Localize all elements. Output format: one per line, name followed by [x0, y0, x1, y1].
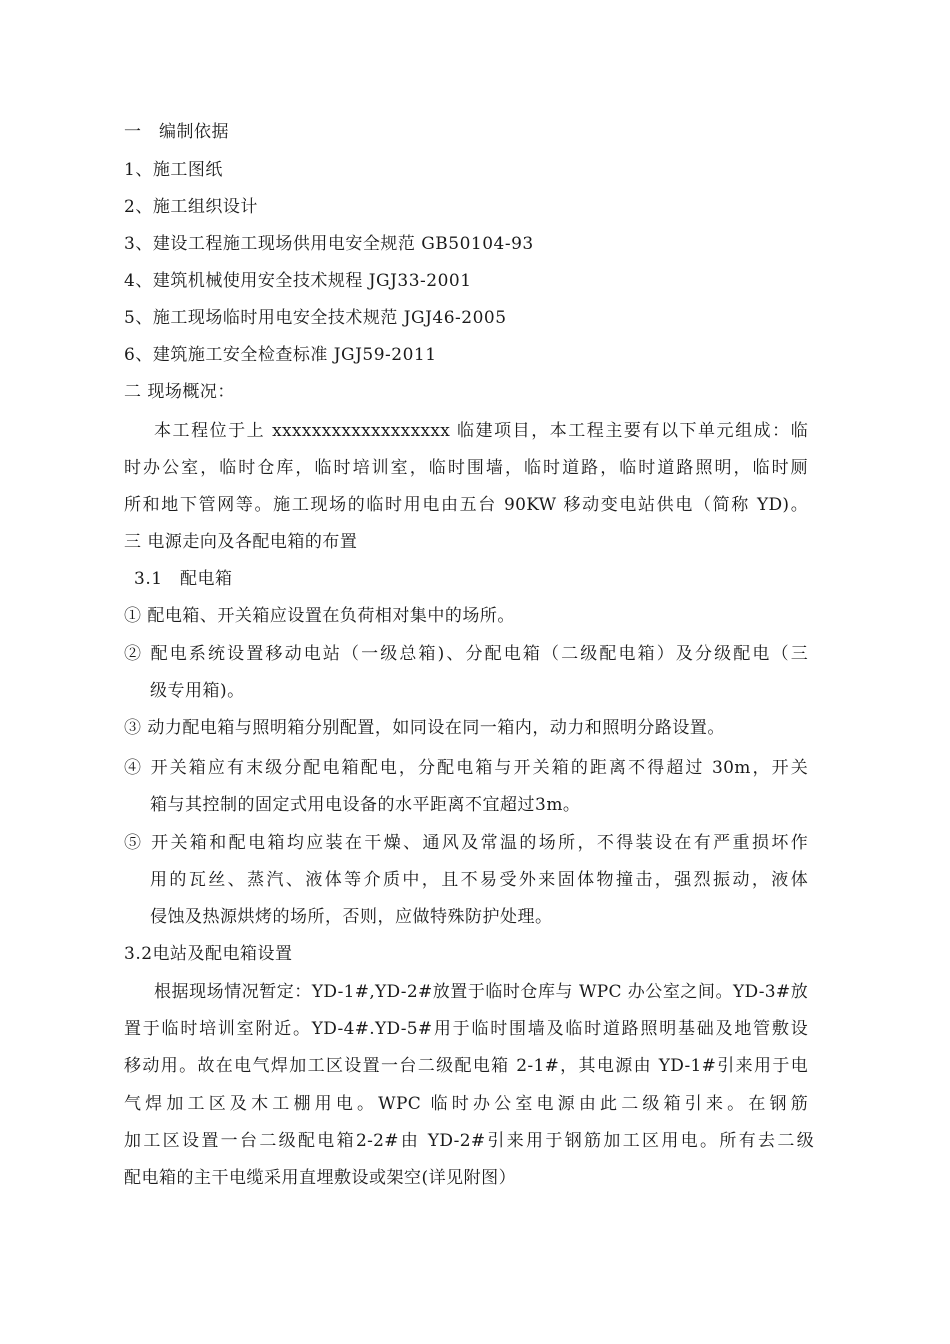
section-1-heading: 一 编制依据 [124, 122, 229, 142]
rule-item-1: ① 配电箱、开关箱应设置在负荷相对集中的场所。 [124, 606, 515, 626]
rule-item-3: ③ 动力配电箱与照明箱分别配置，如同设在同一箱内，动力和照明分路设置。 [124, 718, 725, 738]
station-para-line-2: 置于临时培训室附近。YD-4#.YD-5#用于临时围墙及临时道路照明基础及地管敷设 [124, 1019, 808, 1039]
section-3-heading: 三 电源走向及各配电箱的布置 [124, 532, 358, 552]
rule-item-4-line-2: 箱与其控制的固定式用电设备的水平距离不宜超过3m。 [150, 795, 581, 815]
subsection-3-1-heading: 3.1 配电箱 [134, 569, 233, 589]
station-para-line-4: 气焊加工区及木工棚用电。WPC 临时办公室电源由此二级箱引来。在钢筋 [124, 1094, 808, 1114]
basis-item-5: 5、施工现场临时用电安全技术规范 JGJ46-2005 [124, 308, 507, 328]
basis-item-3: 3、建设工程施工现场供用电安全规范 GB50104-93 [124, 234, 534, 254]
basis-item-1: 1、施工图纸 [124, 160, 223, 180]
overview-line-1: 本工程位于上 xxxxxxxxxxxxxxxxxx 临建项目，本工程主要有以下单元组成：临 [154, 421, 808, 441]
rule-item-4-line-1: ④ 开关箱应有末级分配电箱配电，分配电箱与开关箱的距离不得超过 30m，开关 [124, 758, 808, 778]
subsection-3-2-heading: 3.2电站及配电箱设置 [124, 944, 293, 964]
station-para-line-1: 根据现场情况暂定：YD-1#,YD-2#放置于临时仓库与 WPC 办公室之间。YD-3#放 [154, 982, 808, 1002]
basis-item-6: 6、建筑施工安全检查标准 JGJ59-2011 [124, 345, 437, 365]
overview-line-3: 所和地下管网等。施工现场的临时用电由五台 90KW 移动变电站供电（简称 YD)。 [124, 495, 808, 515]
station-para-line-5: 加工区设置一台二级配电箱2-2#由 YD-2#引来用于钢筋加工区用电。所有去二级 [124, 1131, 814, 1151]
rule-item-5-line-3: 侵蚀及热源烘烤的场所，否则，应做特殊防护处理。 [150, 907, 553, 927]
basis-item-4: 4、建筑机械使用安全技术规程 JGJ33-2001 [124, 271, 472, 291]
station-para-line-6: 配电箱的主干电缆采用直埋敷设或架空(详见附图） [124, 1168, 517, 1188]
basis-item-2: 2、施工组织设计 [124, 197, 258, 217]
station-para-line-3: 移动用。故在电气焊加工区设置一台二级配电箱 2-1#，其电源由 YD-1#引来用于电 [124, 1056, 808, 1076]
rule-item-5-line-1: ⑤ 开关箱和配电箱均应装在干燥、通风及常温的场所，不得装设在有严重损坏作 [124, 833, 808, 853]
section-2-heading: 二 现场概况： [124, 382, 235, 402]
rule-item-2-line-1: ② 配电系统设置移动电站（一级总箱)、分配电箱（二级配电箱）及分级配电（三 [124, 644, 808, 664]
overview-line-2: 时办公室，临时仓库，临时培训室，临时围墙，临时道路，临时道路照明，临时厕 [124, 458, 808, 478]
rule-item-5-line-2: 用的瓦丝、蒸汽、液体等介质中，且不易受外来固体物撞击，强烈振动，液体 [150, 870, 808, 890]
rule-item-2-line-2: 级专用箱)。 [150, 681, 245, 701]
